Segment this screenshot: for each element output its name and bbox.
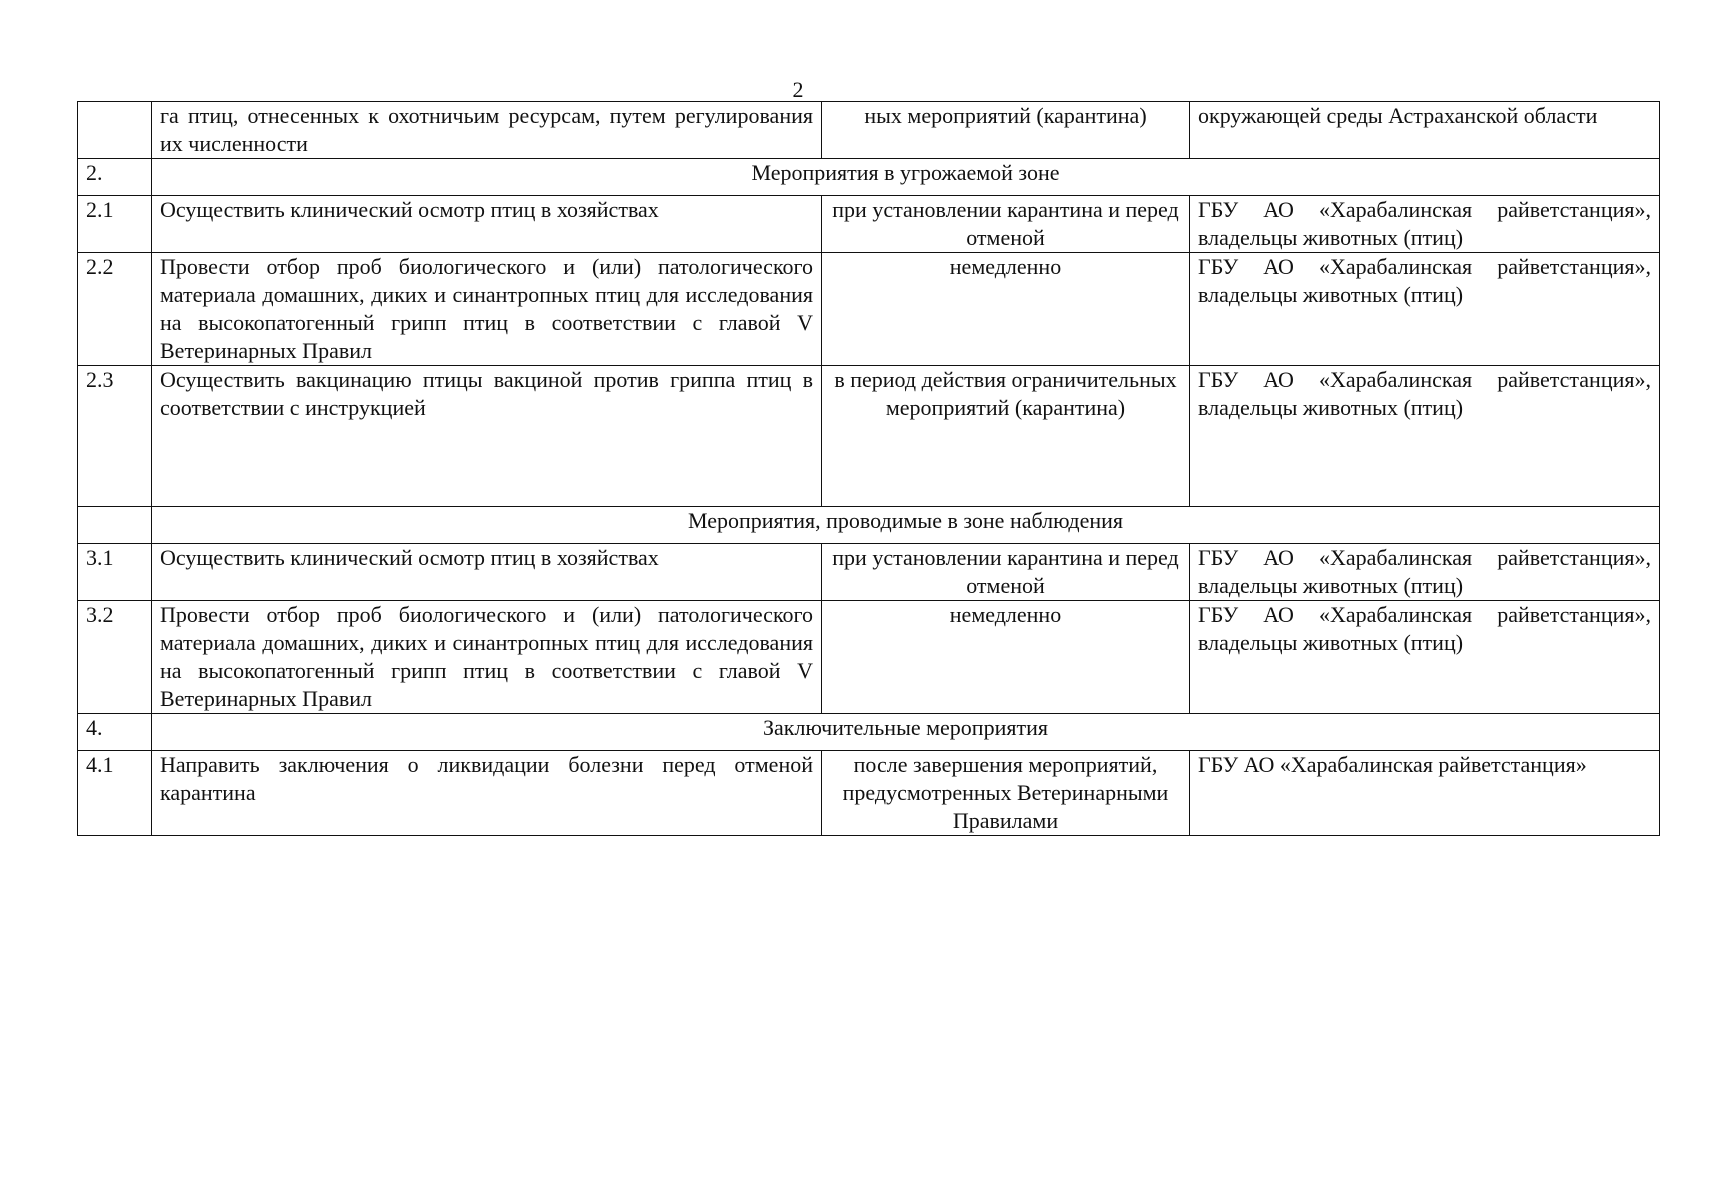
section-title: Мероприятия, проводимые в зоне наблюдения	[152, 507, 1660, 544]
section-number: 2.	[78, 159, 152, 196]
table-row	[78, 751, 1660, 836]
responsible-text: ГБУ АО «Харабалинская райветстанция», владельцы животных (птиц)	[1190, 601, 1660, 714]
table-row	[78, 544, 1660, 601]
task-text: Осуществить клинический осмотр птиц в хозяйствах	[152, 196, 822, 253]
section-number: 4.	[78, 714, 152, 751]
table-row	[78, 196, 1660, 253]
responsible-text: ГБУ АО «Харабалинская райветстанция», владельцы животных (птиц)	[1190, 366, 1660, 507]
task-text: Осуществить вакцинацию птицы вакциной против гриппа птиц в соответствии с инструкцией	[152, 366, 822, 507]
deadline-text: при установлении карантина и перед отменой	[822, 196, 1190, 253]
section-title: Заключительные мероприятия	[152, 714, 1660, 751]
table-row	[78, 601, 1660, 714]
deadline-text: ных мероприятий (карантина)	[822, 102, 1190, 159]
section-row-final-measures	[78, 714, 1660, 751]
section-row-threatened-zone	[78, 159, 1660, 196]
responsible-text: ГБУ АО «Харабалинская райветстанция», владельцы животных (птиц)	[1190, 544, 1660, 601]
row-number: 4.1	[78, 751, 152, 836]
row-number: 3.1	[78, 544, 152, 601]
section-row-observation-zone	[78, 507, 1660, 544]
section-number	[78, 507, 152, 544]
responsible-text: ГБУ АО «Харабалинская райветстанция», владельцы животных (птиц)	[1190, 253, 1660, 366]
table-row	[78, 366, 1660, 507]
deadline-text: немедленно	[822, 601, 1190, 714]
table-row	[78, 253, 1660, 366]
task-text: Осуществить клинический осмотр птиц в хозяйствах	[152, 544, 822, 601]
task-text: Провести отбор проб биологического и (или) патологического материала домашних, диких и синантропных птиц для исследования на высокопатогенный грипп птиц в соответствии с главой V Ветеринарных Правил	[152, 253, 822, 366]
row-number: 2.2	[78, 253, 152, 366]
row-number: 3.2	[78, 601, 152, 714]
task-text: га птиц, отнесенных к охотничьим ресурсам, путем регулирования их численности	[152, 102, 822, 159]
table-row-continuation	[78, 102, 1660, 159]
measures-table	[77, 101, 1660, 836]
task-text: Провести отбор проб биологического и (или) патологического материала домашних, диких и синантропных птиц для исследования на высокопатогенный грипп птиц в соответствии с главой V Ветеринарных Правил	[152, 601, 822, 714]
responsible-text: окружающей среды Астраханской области	[1190, 102, 1660, 159]
task-text: Направить заключения о ликвидации болезни перед отменой карантина	[152, 751, 822, 836]
row-number	[78, 102, 152, 159]
section-title: Мероприятия в угрожаемой зоне	[152, 159, 1660, 196]
responsible-text: ГБУ АО «Харабалинская райветстанция», владельцы животных (птиц)	[1190, 196, 1660, 253]
responsible-text: ГБУ АО «Харабалинская райветстанция»	[1190, 751, 1660, 836]
page-number: 2	[792, 77, 804, 102]
deadline-text: в период действия ограничительных мероприятий (карантина)	[822, 366, 1190, 507]
row-number: 2.1	[78, 196, 152, 253]
deadline-text: после завершения мероприятий, предусмотренных Ветеринарными Правилами	[822, 751, 1190, 836]
row-number: 2.3	[78, 366, 152, 507]
deadline-text: при установлении карантина и перед отменой	[822, 544, 1190, 601]
deadline-text: немедленно	[822, 253, 1190, 366]
